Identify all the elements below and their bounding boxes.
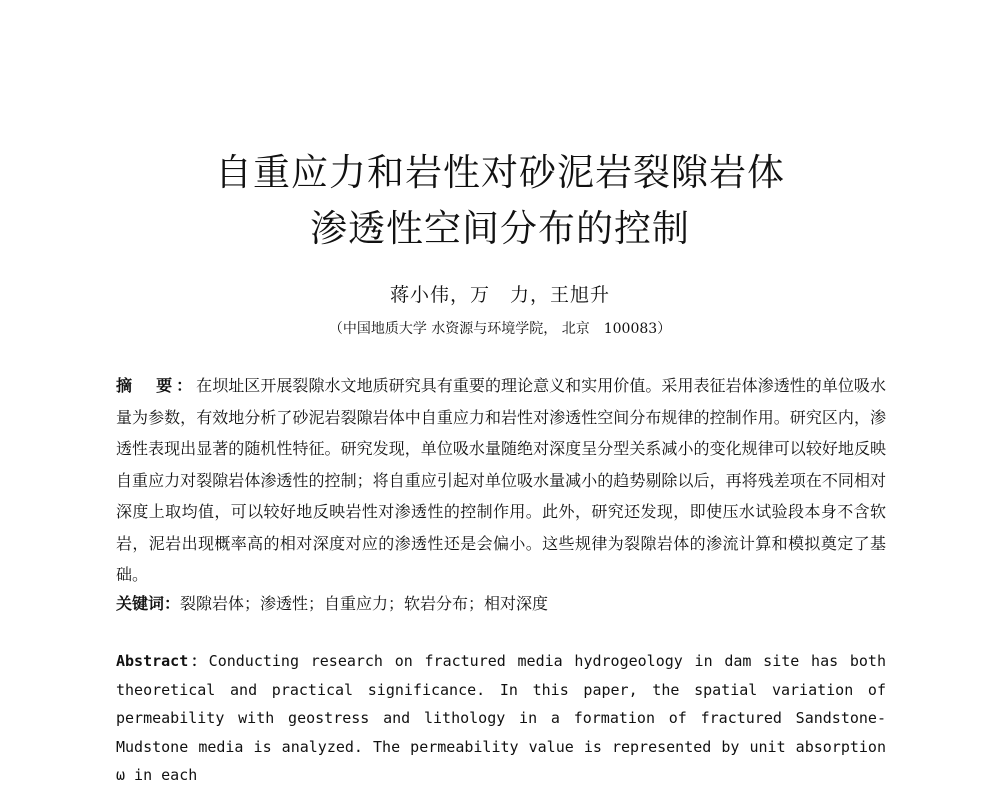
keywords <box>116 590 886 618</box>
english-abstract <box>116 647 886 790</box>
author-list: 蒋小伟，万 力，王旭升 <box>389 284 610 306</box>
paper-title-line-2: 渗透性空间分布的控制 <box>310 207 690 250</box>
abstract-text-en: Conducting research on fractured media hydrogeology in dam site has both theoretical and practical significance. In this paper, the spatial variation of permeability with geostress and lithology in a formation of fractured Sandstone-Mudstone media is analyzed. The permeability value is represented by unit absorption ω in each <box>116 652 886 784</box>
affiliation: （中国地质大学 水资源与环境学院， 北京 100083） <box>328 321 672 337</box>
paper-title-line-1: 自重应力和岩性对砂泥岩裂隙岩体 <box>215 151 785 194</box>
keywords-label: 关键词： <box>116 594 181 613</box>
abstract-text-cn: 在坝址区开展裂隙水文地质研究具有重要的理论意义和实用价值。采用表征岩体渗透性的单位吸水量为参数，有效地分析了砂泥岩裂隙岩体中自重应力和岩性对渗透性空间分布规律的控制作用。研究区内，渗透性表现出显著的随机性特征。研究发现，单位吸水量随绝对深度呈分型关系减小的变化规律可以较好地反映自重应力对裂隙岩体渗透性的控制；将自重应引起对单位吸水量减小的趋势剔除以后，再将残差项在不同相对深度上取均值，可以较好地反映岩性对渗透性的控制作用。此外，研究还发现，即使压水试验段本身不含软岩，泥岩出现概率高的相对深度对应的渗透性还是会偏小。这些规律为裂隙岩体的渗流计算和模拟奠定了基础。 <box>116 376 886 584</box>
keywords-text: 裂隙岩体；渗透性；自重应力；软岩分布；相对深度 <box>180 594 549 613</box>
chinese-abstract <box>116 370 886 591</box>
abstract-label-en: Abstract： <box>116 652 209 670</box>
abstract-label-cn: 摘 要： <box>116 376 197 395</box>
